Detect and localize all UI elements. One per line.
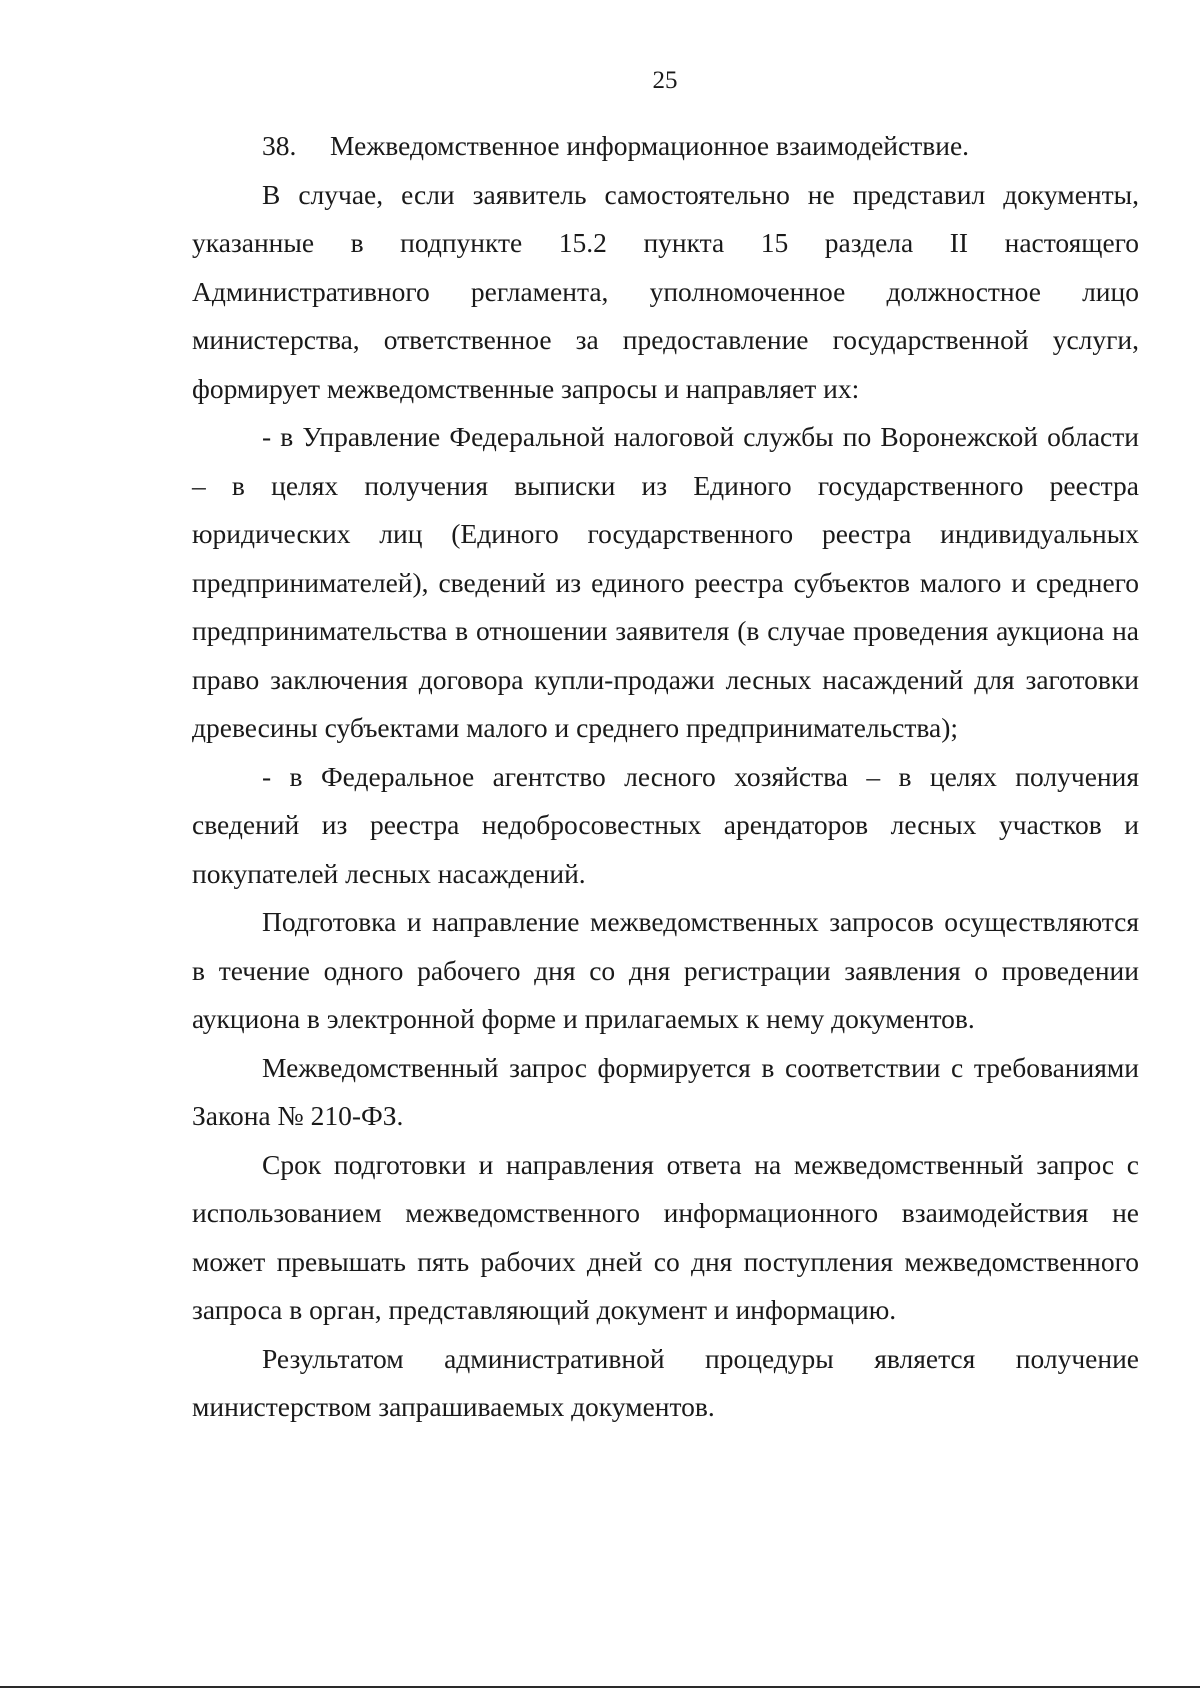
section-title: Межведомственное информационное взаимодействие. [330, 130, 970, 161]
section-number: 38. [262, 130, 297, 161]
bottom-edge-line [0, 1686, 1200, 1688]
document-body [192, 122, 1139, 1432]
paragraph-request-requirements: Межведомственный запрос формируется в соответствии с требованиями Закона № 210-ФЗ. [192, 1051, 1139, 1131]
paragraph-procedure-result: Результатом административной процедуры является получение министерством запрашиваемых документов. [192, 1342, 1139, 1422]
paragraph-intro: В случае, если заявитель самостоятельно не представил документы, указанные в подпункте 15.2 пункта 15 раздела II настоящего Административного регламента, уполномоченное должностное лицо министерства, ответственное за предоставление государственной услуги, формирует межведомственные запросы и направляет их: [192, 178, 1139, 404]
page-number: 25 [652, 67, 678, 94]
paragraph-request-timing: Подготовка и направление межведомственных запросов осуществляются в течение одного рабочего дня со дня регистрации заявления о проведении аукциона в электронной форме и прилагаемых к нему документов. [192, 906, 1139, 1034]
section-heading [192, 122, 1139, 171]
paragraph-forestry-agency-request: - в Федеральное агентство лесного хозяйства – в целях получения сведений из реестра недобросовестных арендаторов лесных участков и покупателей лесных насаждений. [192, 760, 1139, 889]
paragraph-response-deadline: Срок подготовки и направления ответа на межведомственный запрос с использованием межведомственного информационного взаимодействия не может превышать пять рабочих дней со дня поступления межведомственного запроса в орган, представляющий документ и информацию. [192, 1148, 1139, 1325]
paragraph-tax-service-request: - в Управление Федеральной налоговой службы по Воронежской области – в целях получения выписки из Единого государственного реестра юридических лиц (Единого государственного реестра индивидуальных предпринимателей), сведений из единого реестра субъектов малого и среднего предпринимательства в отношении заявителя (в случае проведения аукциона на право заключения договора купли-продажи лесных насаждений для заготовки древесины субъектами малого и среднего предпринимательства); [192, 421, 1139, 743]
